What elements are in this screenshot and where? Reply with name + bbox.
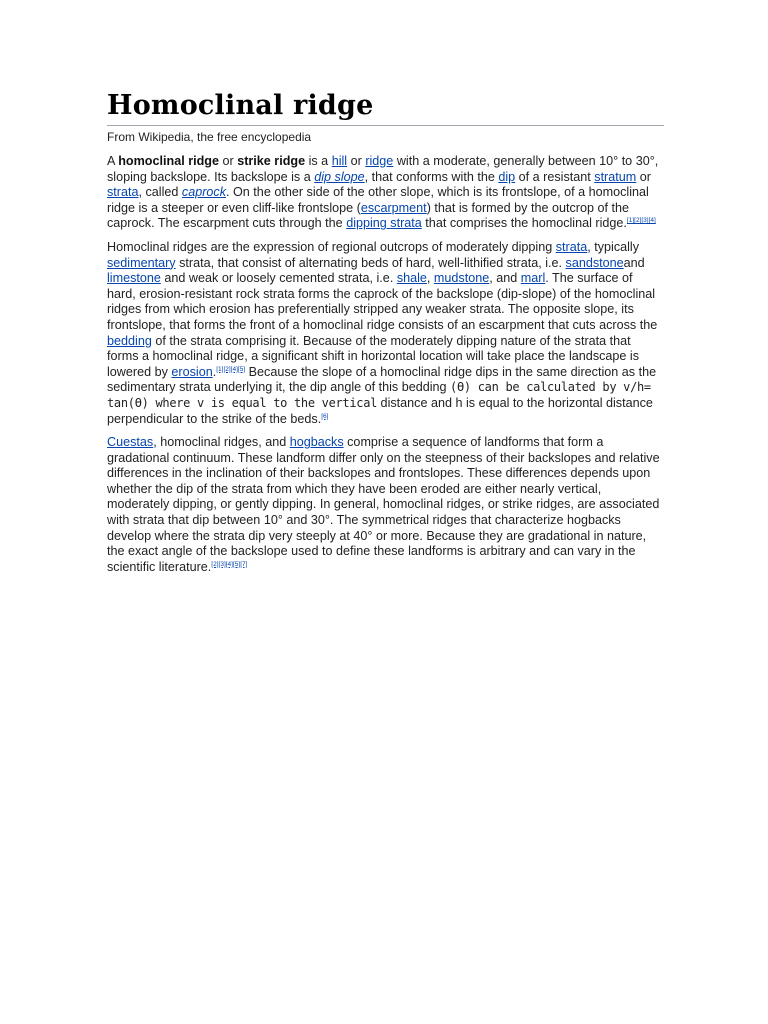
link-mudstone[interactable]: mudstone	[433, 271, 490, 286]
link-cuestas[interactable]: Cuestas	[107, 435, 154, 450]
paragraph-expression	[107, 240, 664, 427]
paragraph-continuum	[107, 435, 664, 575]
link-shale[interactable]: shale	[396, 271, 427, 286]
link-marl[interactable]: marl	[520, 271, 546, 286]
text-run: , that conforms with the	[364, 169, 499, 184]
text-run: . The surface of hard, erosion-resistant rock strata forms the caprock of the backslope (dip-slope) of the homoclinal ridges from which erosion has preferentially stripped any weaker strata. The opposite slope, its frontslope, that forms the front of a homoclinal ridge consists of an escarpment that cuts across the	[107, 271, 658, 332]
bold-term-homoclinal-ridge: homoclinal ridge	[118, 154, 219, 168]
text-run: Because the slope of a homoclinal ridge dips in the same direction as the sedimentary strata underlying it, the dip angle of this bedding	[107, 364, 657, 395]
text-run: , called	[138, 185, 182, 200]
text-run: or	[218, 154, 238, 168]
citation-link[interactable]: [6]	[321, 412, 329, 420]
text-run: with a moderate, generally between 10° to 30°, sloping backslope. Its backslope is a	[107, 154, 659, 184]
text-run: distance and h is equal to the horizontal distance perpendicular to the strike of the beds.	[107, 395, 653, 426]
link-sedimentary[interactable]: sedimentary	[107, 255, 176, 270]
link-limestone[interactable]: limestone	[107, 271, 161, 286]
link-dipping-strata[interactable]: dipping strata	[346, 216, 422, 231]
link-strata[interactable]: strata	[555, 239, 588, 254]
text-run: .	[212, 364, 217, 379]
citation-refs[interactable]	[216, 366, 245, 373]
formula-text: (ϴ) can be calculated by v/h= tan(ϴ) where v is equal to the vertical	[107, 380, 651, 410]
link-caprock[interactable]: caprock	[181, 185, 227, 200]
title-divider	[107, 125, 664, 126]
link-strata[interactable]: strata	[107, 185, 139, 200]
citation-link[interactable]: [1][2][4][5]	[216, 365, 246, 373]
citation-refs[interactable]	[321, 413, 328, 420]
text-run: that comprises the homoclinal ridge.	[421, 216, 627, 231]
link-hogbacks[interactable]: hogbacks	[289, 435, 344, 450]
citation-link[interactable]: [2][3][4][5][7]	[211, 560, 248, 568]
text-run: strata, that consist of alternating beds of hard, well-lithified strata, i.e.	[175, 255, 566, 270]
text-run: , homoclinal ridges, and	[153, 435, 290, 450]
text-run: of a resistant	[515, 169, 595, 184]
link-bedding[interactable]: bedding	[107, 333, 152, 348]
text-run: ) that is formed by the outcrop of the caprock. The escarpment cuts through the	[107, 200, 629, 231]
text-run: A	[107, 154, 119, 168]
site-tagline: From Wikipedia, the free encyclopedia	[107, 130, 312, 144]
text-run: , and	[489, 271, 521, 286]
link-dip[interactable]: dip	[498, 169, 516, 184]
text-run: comprise a sequence of landforms that form a gradational continuum. These landform differ only on the steepness of their backslopes and relative differences in the inclination of their backslopes and frontslopes. These differences depends upon whether the dip of the strata from which they have been eroded are either nearly vertical, moderately dipping, or gently dipping. In general, homoclinal ridges, or strike ridges, are associated with strata that dip between 10° and 30°. The symmetrical ridges that characterize hogbacks develop where the strata dip very steeply at 40° or more. Because they are gradational in nature, the exact angle of the backslope used to define these landforms is arbitrary and can vary in the scientific literature.	[107, 435, 660, 574]
link-hill[interactable]: hill	[331, 154, 348, 168]
citation-refs[interactable]	[627, 217, 656, 224]
link-erosion[interactable]: erosion	[171, 364, 213, 379]
link-sandstone[interactable]: sandstone	[565, 255, 624, 270]
text-run: of the strata comprising it. Because of the moderately dipping nature of the strata that forms a homoclinal ridge, a significant shift in horizontal location will take place the landscape is lowered by	[107, 333, 640, 379]
link-stratum[interactable]: stratum	[594, 169, 637, 184]
article	[107, 88, 664, 575]
link-ridge[interactable]: ridge	[365, 154, 394, 168]
text-run: and weak or loosely cemented strata, i.e.	[160, 271, 397, 286]
link-dip-slope[interactable]: dip slope	[314, 169, 365, 184]
bold-term-strike-ridge: strike ridge	[237, 154, 306, 168]
paragraph-intro	[107, 154, 664, 232]
text-run: and	[623, 255, 645, 270]
citation-link[interactable]: [1][2][3][4]	[626, 217, 656, 225]
page-title: Homoclinal ridge	[107, 90, 374, 121]
citation-refs[interactable]	[211, 561, 247, 568]
text-run: or	[636, 169, 651, 184]
text-run: , typically	[587, 239, 640, 254]
text-run: or	[347, 154, 366, 168]
text-run: is a	[305, 154, 332, 168]
text-run: . On the other side of the other slope, which is its frontslope, of a homoclinal ridge is a steeper or even cliff-like frontslope (	[107, 185, 649, 215]
text-run: Homoclinal ridges are the expression of regional outcrops of moderately dipping	[107, 239, 556, 254]
text-run: ,	[426, 271, 434, 286]
link-escarpment[interactable]: escarpment	[360, 200, 427, 215]
